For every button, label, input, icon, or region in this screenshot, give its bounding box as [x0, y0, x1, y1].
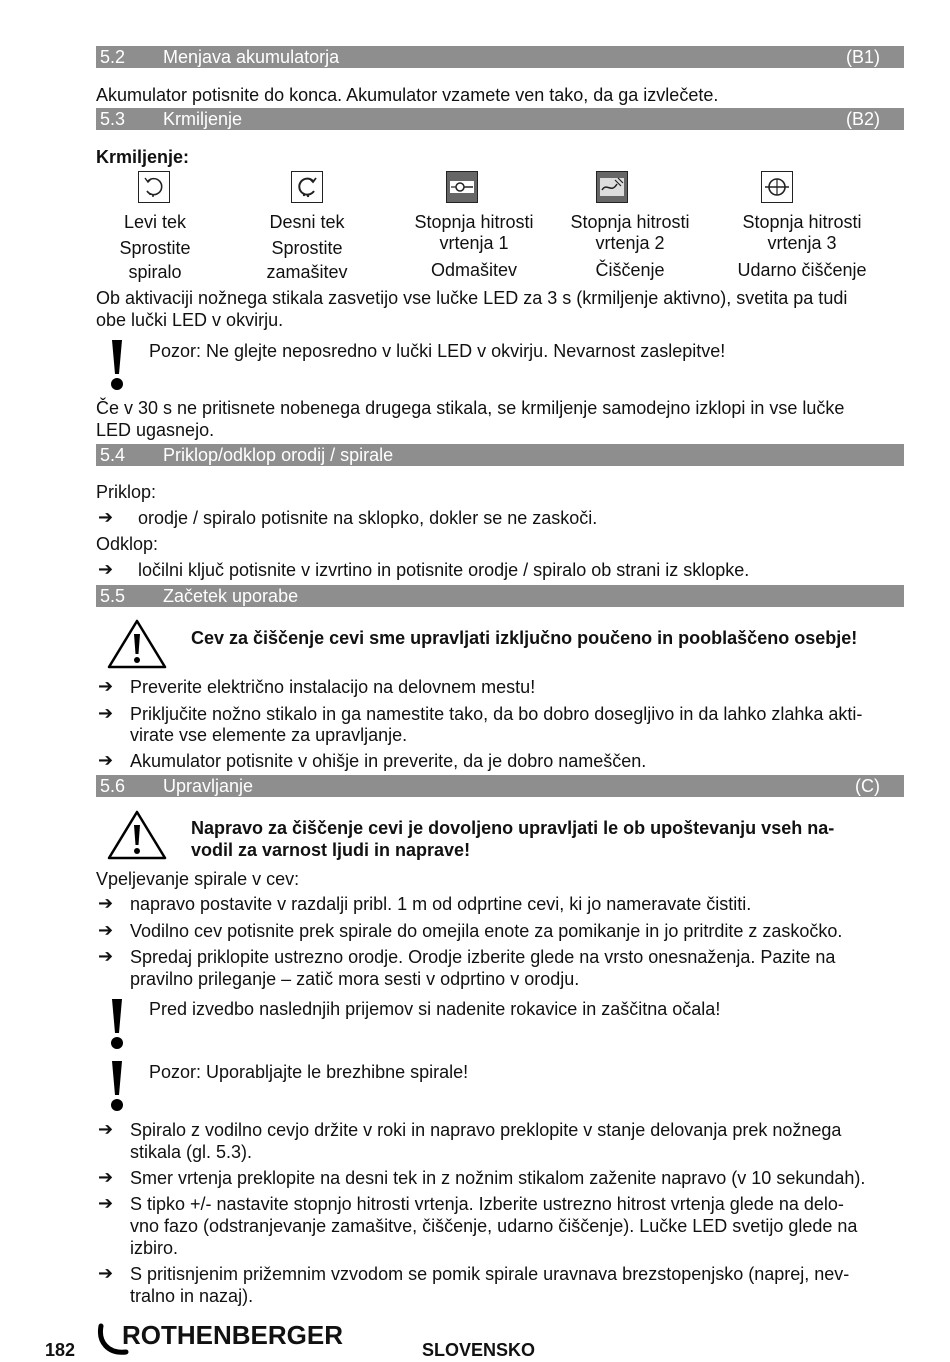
control-line: Stopnja hitrosti — [570, 212, 690, 232]
control-label-right-run — [247, 210, 367, 284]
control-label-left-run — [95, 210, 215, 284]
label-detach: Odklop: — [96, 534, 159, 554]
warning-triangle-icon — [106, 618, 168, 675]
step-text: Priključite nožno stikalo in ga namestite tako, da bo dobro dosegljivo in da lahko zlahka akti- — [130, 704, 863, 724]
paragraph-line: Ob aktivaciji nožnega stikala zasvetijo vse lučke LED za 3 s (krmiljenje aktivno), svetita pa tudi — [96, 288, 848, 308]
warning-text: Cev za čiščenje cevi sme upravljati izključno poučeno in pooblaščeno osebje! — [191, 628, 858, 648]
step-text: izbiro. — [130, 1238, 179, 1258]
speed-1-icon — [446, 171, 478, 203]
control-line: spiralo — [128, 262, 182, 282]
intro-text: Vpeljevanje spirale v cev: — [96, 869, 300, 889]
control-line: Udarno čiščenje — [737, 260, 867, 280]
section-header-5-2 — [96, 46, 904, 68]
control-line: Stopnja hitrosti — [742, 212, 862, 232]
step-text: napravo postavite v razdalji pribl. 1 m od odprtine cevi, ki jo nameravate čistiti. — [130, 894, 752, 914]
control-line: vrtenja 2 — [595, 233, 665, 253]
section-title: Priklop/odklop orodij / spirale — [163, 445, 394, 465]
figure-reference: (B2) — [845, 109, 880, 129]
arrow-icon: ➔ — [98, 703, 114, 723]
exclamation-icon — [106, 997, 128, 1056]
figure-reference: (B1) — [845, 47, 880, 67]
step-text: Spredaj priklopite ustrezno orodje. Orodje izberite glede na vrsto onesnaženja. Pazite na — [130, 947, 836, 967]
arrow-icon: ➔ — [98, 893, 114, 913]
arrow-icon: ➔ — [98, 1193, 114, 1213]
exclamation-icon — [106, 338, 128, 397]
arrow-icon: ➔ — [98, 1119, 114, 1139]
section-header-5-4 — [96, 444, 904, 466]
step-text: ločilni ključ potisnite v izvrtino in potisnite orodje / spiralo ob strani iz sklopke. — [138, 560, 750, 580]
section-title: Upravljanje — [163, 776, 254, 796]
control-label-speed-3 — [722, 210, 882, 282]
control-line: Desni tek — [269, 212, 345, 232]
control-line: zamašitev — [266, 262, 348, 282]
control-line: Čiščenje — [595, 260, 665, 280]
step-text: stikala (gl. 5.3). — [130, 1142, 253, 1162]
paragraph-line: Če v 30 s ne pritisnete nobenega drugega stikala, se krmiljenje samodejno izklopi in vse lučke — [96, 398, 845, 418]
arrow-icon: ➔ — [98, 559, 114, 579]
warning-triangle-icon — [106, 809, 168, 866]
control-line: Stopnja hitrosti — [414, 212, 534, 232]
control-line: vrtenja 1 — [439, 233, 509, 253]
language-label: SLOVENSKO — [422, 1340, 536, 1360]
label-attach: Priklop: — [96, 482, 157, 502]
control-line: Sprostite — [271, 238, 343, 258]
arrow-icon: ➔ — [98, 946, 114, 966]
section-title: Začetek uporabe — [163, 586, 299, 606]
brand-logo — [96, 1320, 348, 1360]
paragraph-line: LED ugasnejo. — [96, 420, 215, 440]
arrow-icon: ➔ — [98, 676, 114, 696]
step-text: S tipko +/- nastavite stopnjo hitrosti vrtenja. Izberite ustrezno hitrost vrtenja glede na delo- — [130, 1194, 844, 1214]
step-text: S pritisnjenim prižemnim vzvodom se pomik spirale uravnava brezstopenjsko (naprej, nev- — [130, 1264, 850, 1284]
section-number: 5.6 — [100, 776, 126, 796]
arrow-icon: ➔ — [98, 1167, 114, 1187]
section-number: 5.4 — [100, 445, 126, 465]
step-text: Spiralo z vodilno cevjo držite v roki in napravo preklopite v stanje delovanja prek nožnega — [130, 1120, 842, 1140]
brand-name: ROTHENBERGER — [122, 1320, 344, 1350]
page-number: 182 — [45, 1340, 76, 1360]
step-text: pravilno prileganje – zatič mora sesti v odprtino v orodju. — [130, 969, 580, 989]
caution-text: Pozor: Ne glejte neposredno v lučki LED v okvirju. Nevarnost zaslepitve! — [149, 341, 726, 361]
warning-text: Napravo za čiščenje cevi je dovoljeno upravljati le ob upoštevanju vseh na- — [191, 818, 835, 838]
figure-reference: (C) — [855, 776, 880, 796]
control-line: Sprostite — [119, 238, 191, 258]
section-number: 5.2 — [100, 47, 126, 67]
caution-text: Pozor: Uporabljajte le brezhibne spirale! — [149, 1062, 469, 1082]
rotate-right-icon — [291, 171, 323, 203]
arrow-icon: ➔ — [98, 507, 114, 527]
control-line: vrtenja 3 — [767, 233, 837, 253]
section-header-5-6 — [96, 775, 904, 797]
control-line: Levi tek — [123, 212, 187, 232]
step-text: Akumulator potisnite v ohišje in preverite, da je dobro nameščen. — [130, 751, 647, 771]
exclamation-icon — [106, 1059, 128, 1118]
paragraph-line: obe lučki LED v okvirju. — [96, 310, 284, 330]
section-header-5-3 — [96, 108, 904, 130]
section-number: 5.3 — [100, 109, 126, 129]
paragraph: Akumulator potisnite do konca. Akumulator vzamete ven tako, da ga izvlečete. — [96, 85, 719, 105]
step-text: Preverite električno instalacijo na delovnem mestu! — [130, 677, 536, 697]
step-text: orodje / spiralo potisnite na sklopko, dokler se ne zaskoči. — [138, 508, 598, 528]
section-number: 5.5 — [100, 586, 126, 606]
control-label-speed-2 — [555, 210, 705, 282]
step-text: vno fazo (odstranjevanje zamašitve, čiščenje, udarno čiščenje). Lučke LED svetijo glede na — [130, 1216, 858, 1236]
section-header-5-5 — [96, 585, 904, 607]
section-title: Menjava akumulatorja — [163, 47, 340, 67]
caution-text: Pred izvedbo naslednjih prijemov si nadenite rokavice in zaščitna očala! — [149, 999, 721, 1019]
control-line: Odmašitev — [430, 260, 518, 280]
warning-text: vodil za varnost ljudi in naprave! — [191, 840, 471, 860]
step-text: tralno in nazaj). — [130, 1286, 254, 1306]
speed-3-icon — [761, 171, 793, 203]
subheading: Krmiljenje: — [96, 147, 190, 167]
step-text: Vodilno cev potisnite prek spirale do omejila enote za pomikanje in jo pritrdite z zaskočko. — [130, 921, 843, 941]
arrow-icon: ➔ — [98, 920, 114, 940]
control-label-speed-1 — [399, 210, 549, 282]
speed-2-icon — [596, 171, 628, 203]
arrow-icon: ➔ — [98, 1263, 114, 1283]
arrow-icon: ➔ — [98, 750, 114, 770]
step-text: Smer vrtenja preklopite na desni tek in z nožnim stikalom zaženite napravo (v 10 sekundah). — [130, 1168, 866, 1188]
rotate-left-icon — [138, 171, 170, 203]
section-title: Krmiljenje — [163, 109, 243, 129]
step-text: virate vse elemente za upravljanje. — [130, 725, 408, 745]
